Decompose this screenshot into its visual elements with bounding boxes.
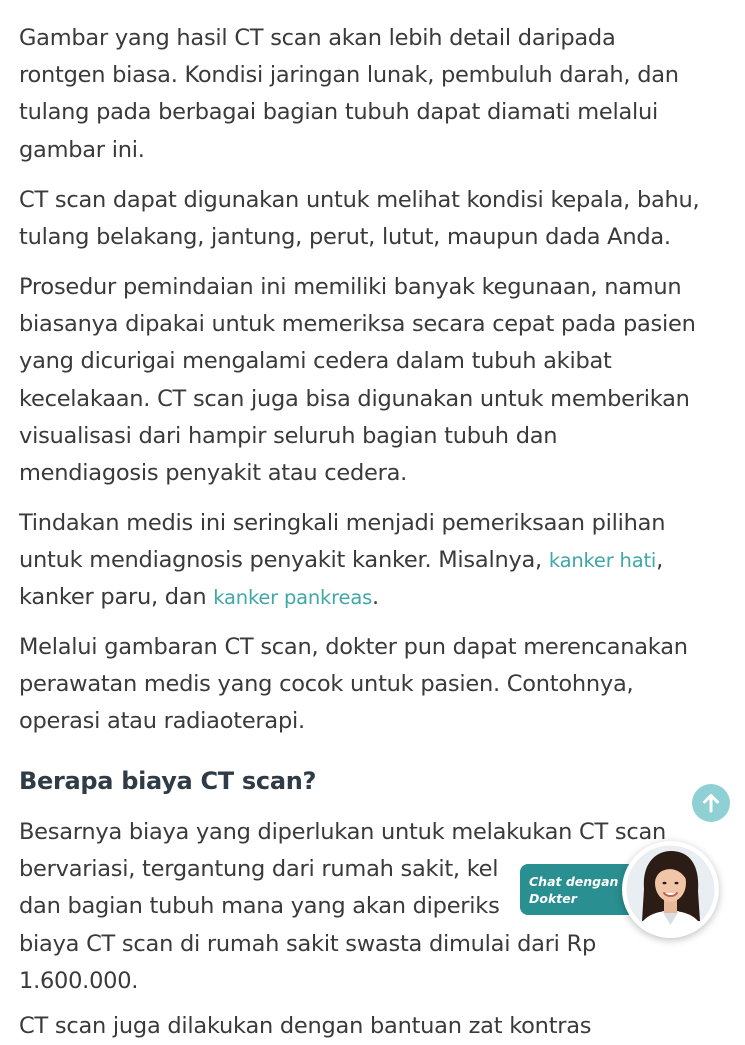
- paragraph-7-partial: CT scan juga dilakukan dengan bantuan zat kontras: [19, 1013, 592, 1039]
- paragraph-6: Besarnya biaya yang diperlukan untuk melakukan CT scan bervariasi, tergantung dari rumah sakit, kel dan bagian tubuh mana yang akan diperiks biaya CT scan di rumah sakit swasta dimulai dari Rp 1.600.000.: [19, 819, 667, 994]
- paragraph-4: Tindakan medis ini seringkali menjadi pemeriksaan pilihan untuk mendiagnosis penyakit kanker. Misalnya, kanker hati, kanker paru, dan kanker pankreas.: [19, 510, 666, 611]
- paragraph-3: Prosedur pemindaian ini memiliki banyak kegunaan, namun biasanya dipakai untuk memeriksa secara cepat pada pasien yang dicurigai mengalami cedera dalam tubuh akibat kecelakaan. CT scan juga bisa digunakan untuk memberikan visualisasi dari hampir seluruh bagian tubuh dan mendiagosis penyakit atau cedera.: [19, 274, 696, 487]
- doctor-avatar[interactable]: [622, 841, 719, 938]
- doctor-avatar-icon: [622, 841, 719, 938]
- paragraph-2: CT scan dapat digunakan untuk melihat kondisi kepala, bahu, tulang belakang, jantung, perut, lutut, maupun dada Anda.: [19, 187, 700, 251]
- section-heading: Berapa biaya CT scan?: [19, 767, 317, 795]
- link-kanker-hati[interactable]: kanker hati: [548, 549, 657, 573]
- link-kanker-pankreas[interactable]: kanker pankreas: [213, 586, 373, 610]
- arrow-up-icon: [699, 791, 723, 815]
- paragraph-1: Gambar yang hasil CT scan akan lebih detail daripada rontgen biasa. Kondisi jaringan lunak, pembuluh darah, dan tulang pada berbagai bagian tubuh dapat diamati melalui gambar ini.: [19, 25, 679, 163]
- chat-with-doctor-button[interactable]: Chat dengan Dokter: [520, 864, 660, 915]
- paragraph-5: Melalui gambaran CT scan, dokter pun dapat merencanakan perawatan medis yang cocok untuk pasien. Contohnya, operasi atau radiaoterapi.: [19, 634, 688, 735]
- scroll-to-top-button[interactable]: [692, 784, 730, 822]
